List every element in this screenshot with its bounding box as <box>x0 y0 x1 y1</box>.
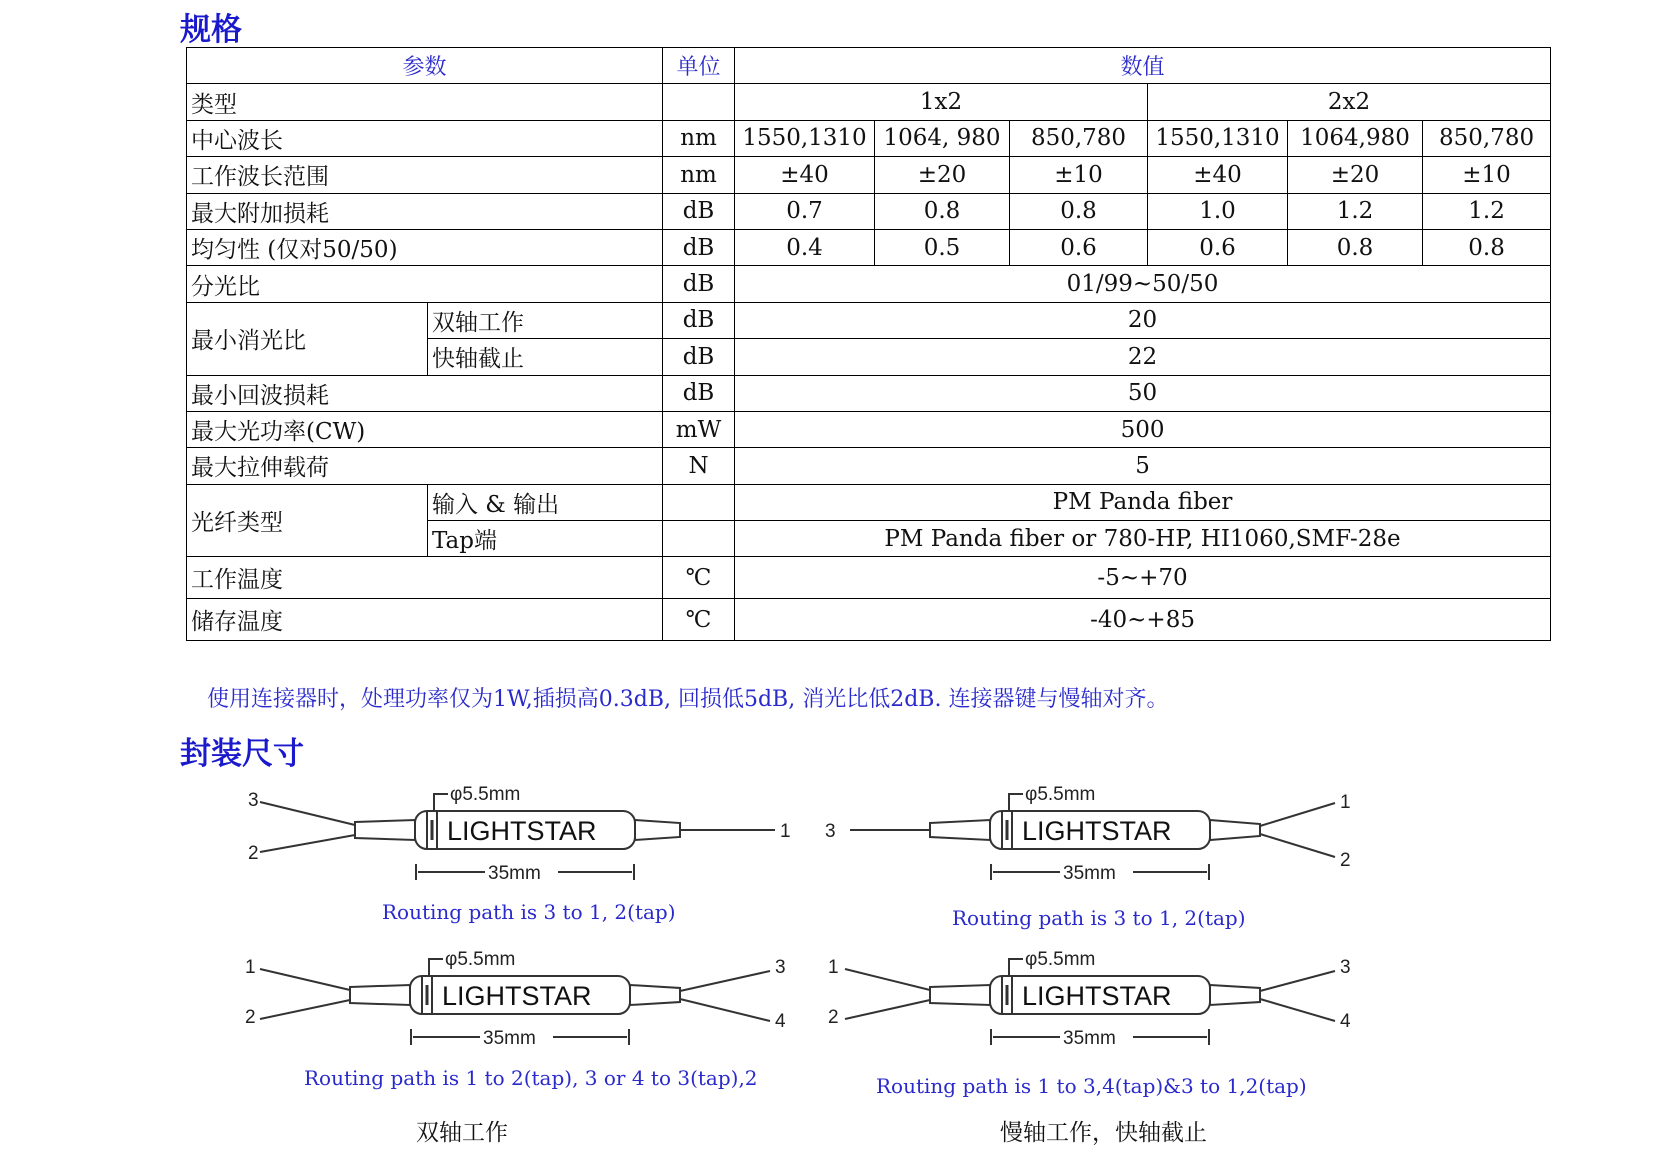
spec-section-title: 规格 <box>180 12 242 48</box>
value-cell: -40~+85 <box>735 599 1551 641</box>
value-cell: 1550,1310 <box>735 120 875 156</box>
value-cell: ±20 <box>875 157 1010 193</box>
header-param: 参数 <box>187 48 663 84</box>
value-cell: -5~+70 <box>735 557 1551 599</box>
mode-label-left: 双轴工作 <box>416 1120 508 1146</box>
unit-cell: dB <box>663 339 735 375</box>
unit-cell <box>663 484 735 520</box>
brand-label: LIGHTSTAR <box>442 981 592 1011</box>
unit-cell: ℃ <box>663 599 735 641</box>
value-cell: 01/99~50/50 <box>735 266 1551 302</box>
brand-label: LIGHTSTAR <box>447 816 597 846</box>
row-label: 类型 <box>187 84 663 120</box>
table-row <box>187 302 1551 338</box>
port-label: 1 <box>1340 792 1351 813</box>
routing-caption: Routing path is 3 to 1, 2(tap) <box>952 906 1246 930</box>
value-cell: ±10 <box>1010 157 1148 193</box>
value-cell: 0.4 <box>735 229 875 265</box>
port-label: 2 <box>828 1007 839 1028</box>
value-cell: 0.6 <box>1010 229 1148 265</box>
value-cell: 20 <box>735 302 1551 338</box>
value-cell: 1550,1310 <box>1148 120 1288 156</box>
row-label: 分光比 <box>187 266 663 302</box>
unit-cell: mW <box>663 411 735 447</box>
length-label: 35mm <box>488 863 541 884</box>
sub-label: 输入 & 输出 <box>428 484 663 520</box>
package-diagram-3 <box>240 945 800 1065</box>
port-label: 3 <box>825 821 836 842</box>
table-header-row <box>187 48 1551 84</box>
value-cell: 5 <box>735 448 1551 484</box>
diameter-label: φ5.5mm <box>450 784 521 805</box>
unit-cell: ℃ <box>663 557 735 599</box>
value-cell: 1.2 <box>1288 193 1423 229</box>
row-label: 工作波长范围 <box>187 157 663 193</box>
port-label: 3 <box>775 957 786 978</box>
row-label: 最小消光比 <box>187 302 428 375</box>
header-unit: 单位 <box>663 48 735 84</box>
unit-cell: dB <box>663 302 735 338</box>
value-cell: 0.8 <box>1010 193 1148 229</box>
value-cell: 0.8 <box>875 193 1010 229</box>
table-row <box>187 120 1551 156</box>
value-cell: 0.5 <box>875 229 1010 265</box>
package-section-title: 封装尺寸 <box>180 736 304 772</box>
diameter-label: φ5.5mm <box>445 949 516 970</box>
row-label: 储存温度 <box>187 599 663 641</box>
diameter-label: φ5.5mm <box>1025 949 1096 970</box>
value-cell: PM Panda fiber or 780-HP, HI1060,SMF-28e <box>735 521 1551 557</box>
unit-cell: N <box>663 448 735 484</box>
brand-label: LIGHTSTAR <box>1022 816 1172 846</box>
sub-label: 双轴工作 <box>428 302 663 338</box>
unit-cell <box>663 84 735 120</box>
header-value: 数值 <box>735 48 1551 84</box>
routing-caption: Routing path is 3 to 1, 2(tap) <box>382 900 676 924</box>
value-cell: 500 <box>735 411 1551 447</box>
port-label: 3 <box>248 790 259 811</box>
unit-cell: nm <box>663 157 735 193</box>
unit-cell: dB <box>663 229 735 265</box>
port-label: 1 <box>828 957 839 978</box>
value-cell: ±40 <box>735 157 875 193</box>
row-label: 中心波长 <box>187 120 663 156</box>
value-cell: 1.2 <box>1423 193 1551 229</box>
value-cell: 22 <box>735 339 1551 375</box>
value-cell: 850,780 <box>1423 120 1551 156</box>
unit-cell: dB <box>663 193 735 229</box>
value-cell: ±10 <box>1423 157 1551 193</box>
port-label: 1 <box>245 957 256 978</box>
package-diagram-4 <box>820 945 1380 1065</box>
row-label: 最大拉伸载荷 <box>187 448 663 484</box>
port-label: 2 <box>245 1007 256 1028</box>
table-row <box>187 448 1551 484</box>
spec-table <box>186 47 1551 641</box>
type-1x2: 1x2 <box>735 84 1148 120</box>
sub-label: 快轴截止 <box>428 339 663 375</box>
port-label: 2 <box>248 843 259 864</box>
value-cell: 0.8 <box>1423 229 1551 265</box>
diameter-label: φ5.5mm <box>1025 784 1096 805</box>
row-label: 最小回波损耗 <box>187 375 663 411</box>
length-label: 35mm <box>1063 863 1116 884</box>
brand-label: LIGHTSTAR <box>1022 981 1172 1011</box>
unit-cell <box>663 521 735 557</box>
table-row <box>187 599 1551 641</box>
port-label: 4 <box>775 1011 786 1032</box>
value-cell: ±20 <box>1288 157 1423 193</box>
value-cell: 1.0 <box>1148 193 1288 229</box>
value-cell: 0.6 <box>1148 229 1288 265</box>
value-cell: 0.7 <box>735 193 875 229</box>
value-cell: 1064, 980 <box>875 120 1010 156</box>
table-row <box>187 84 1551 120</box>
port-label: 1 <box>780 821 791 842</box>
unit-cell: nm <box>663 120 735 156</box>
unit-cell: dB <box>663 375 735 411</box>
sub-label: Tap端 <box>428 521 663 557</box>
value-cell: PM Panda fiber <box>735 484 1551 520</box>
package-diagram-1 <box>240 780 800 900</box>
row-label: 最大附加损耗 <box>187 193 663 229</box>
row-label: 均匀性 (仅对50/50) <box>187 229 663 265</box>
routing-caption: Routing path is 1 to 2(tap), 3 or 4 to 3(tap),2 <box>304 1066 758 1090</box>
table-row <box>187 375 1551 411</box>
value-cell: 0.8 <box>1288 229 1423 265</box>
value-cell: ±40 <box>1148 157 1288 193</box>
row-label: 光纤类型 <box>187 484 428 557</box>
table-row <box>187 484 1551 520</box>
package-diagram-2 <box>820 780 1380 900</box>
table-row <box>187 229 1551 265</box>
connector-note: 使用连接器时，处理功率仅为1W,插损高0.3dB, 回损低5dB, 消光比低2dB. 连接器键与慢轴对齐。 <box>207 687 1169 712</box>
unit-cell: dB <box>663 266 735 302</box>
value-cell: 850,780 <box>1010 120 1148 156</box>
port-label: 3 <box>1340 957 1351 978</box>
row-label: 最大光功率(CW) <box>187 411 663 447</box>
table-row <box>187 157 1551 193</box>
mode-label-right: 慢轴工作，快轴截止 <box>1000 1120 1207 1146</box>
row-label: 工作温度 <box>187 557 663 599</box>
length-label: 35mm <box>483 1028 536 1049</box>
table-row <box>187 266 1551 302</box>
port-label: 2 <box>1340 850 1351 871</box>
table-row <box>187 193 1551 229</box>
type-2x2: 2x2 <box>1148 84 1551 120</box>
routing-caption: Routing path is 1 to 3,4(tap)&3 to 1,2(tap) <box>876 1074 1307 1098</box>
value-cell: 1064,980 <box>1288 120 1423 156</box>
value-cell: 50 <box>735 375 1551 411</box>
table-row <box>187 557 1551 599</box>
length-label: 35mm <box>1063 1028 1116 1049</box>
table-row <box>187 411 1551 447</box>
port-label: 4 <box>1340 1011 1351 1032</box>
